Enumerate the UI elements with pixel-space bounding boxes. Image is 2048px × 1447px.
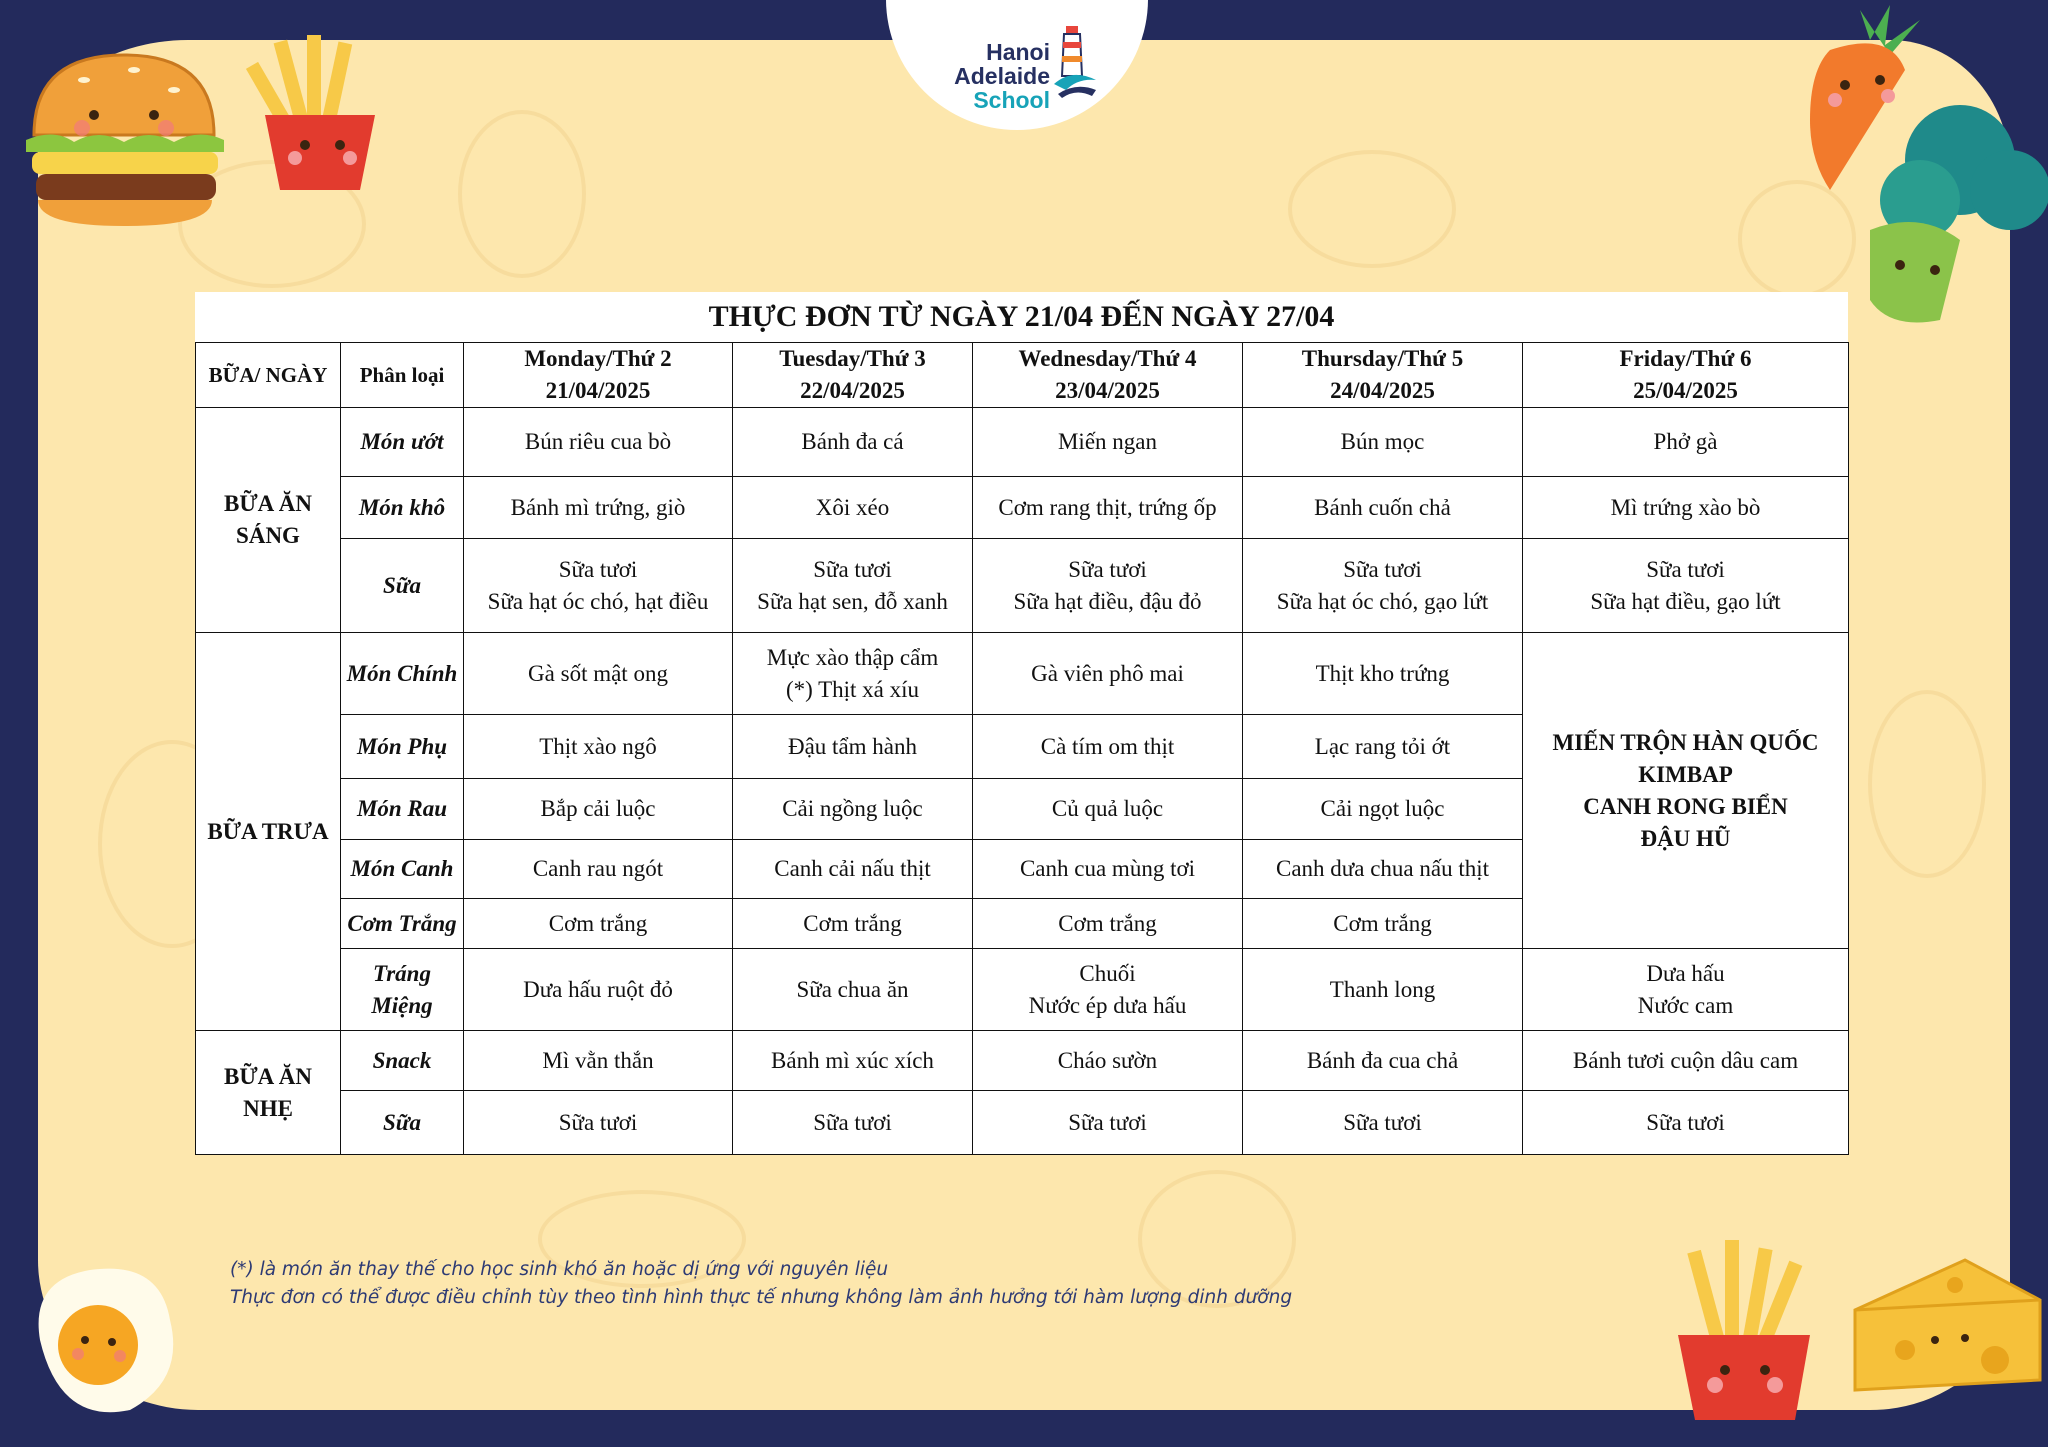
menu-cell-line: CANH RONG BIỂN: [1583, 793, 1788, 819]
menu-cell: [1523, 539, 1849, 633]
menu-cell-line: ĐẬU HŨ: [1640, 825, 1731, 851]
day-date: 23/04/2025: [1055, 378, 1160, 403]
day-name: Tuesday/Thứ 3: [779, 346, 926, 371]
table-row: [196, 1091, 1849, 1155]
fries-icon: [1660, 1230, 1830, 1430]
burger-icon: [14, 40, 234, 230]
menu-cell-line: Sữa hạt óc chó, hạt điều: [487, 588, 709, 614]
menu-cell-line: Chuối: [1079, 960, 1136, 986]
menu-cell-line: Sữa hạt điều, gạo lứt: [1590, 588, 1781, 614]
menu-cell-line: Sữa hạt óc chó, gạo lứt: [1276, 588, 1489, 614]
menu-cell: [464, 539, 733, 633]
menu-cell: [973, 539, 1243, 633]
menu-cell: Bắp cải luộc: [464, 779, 733, 840]
menu-cell-line: Sữa tươi: [558, 556, 638, 582]
menu-cell-line: Sữa hạt điều, đậu đỏ: [1013, 588, 1202, 614]
day-header-monday: [464, 343, 733, 408]
category-label: Sữa: [341, 1091, 464, 1155]
menu-cell: Bánh đa cua chả: [1243, 1031, 1523, 1091]
category-label: Snack: [341, 1031, 464, 1091]
menu-cell: Cơm rang thịt, trứng ốp: [973, 477, 1243, 539]
table-row: [196, 408, 1849, 477]
menu-cell: [1523, 949, 1849, 1031]
day-date: 24/04/2025: [1330, 378, 1435, 403]
day-date: 21/04/2025: [545, 378, 651, 403]
logo-line-school: School: [973, 87, 1050, 113]
category-label: Món Phụ: [341, 715, 464, 779]
category-label-line: Tráng: [373, 960, 431, 986]
menu-cell: Sữa tươi: [973, 1091, 1243, 1155]
doodle-decoration: [1868, 690, 1986, 878]
menu-cell: Bánh mì xúc xích: [733, 1031, 973, 1091]
table-row: [196, 949, 1849, 1031]
category-column-header: Phân loại: [341, 343, 464, 408]
day-date: 25/04/2025: [1633, 378, 1738, 403]
category-label-line: Miệng: [371, 992, 433, 1018]
category-label: Món Chính: [341, 633, 464, 715]
menu-cell-line: Nước ép dưa hấu: [1028, 992, 1187, 1018]
menu-cell: Củ quả luộc: [973, 779, 1243, 840]
menu-cell: Sữa tươi: [1523, 1091, 1849, 1155]
menu-cell: Bánh cuốn chả: [1243, 477, 1523, 539]
meal-label-snack: BỮA ĂN NHẸ: [196, 1031, 341, 1155]
category-label: [341, 949, 464, 1031]
menu-cell: Thịt kho trứng: [1243, 633, 1523, 715]
menu-cell: Canh cải nấu thịt: [733, 840, 973, 899]
friday-lunch-cell: [1523, 633, 1849, 949]
menu-cell: Dưa hấu ruột đỏ: [464, 949, 733, 1031]
day-date: 22/04/2025: [800, 378, 905, 403]
menu-cell: Cơm trắng: [973, 899, 1243, 949]
doodle-decoration: [1288, 150, 1456, 268]
category-label: Sữa: [341, 539, 464, 633]
menu-cell-line: Dưa hấu: [1646, 960, 1725, 986]
menu-cell-line: (*) Thịt xá xíu: [785, 676, 920, 702]
menu-cell-line: Sữa tươi: [813, 556, 892, 582]
menu-cell: Sữa chua ăn: [733, 949, 973, 1031]
menu-cell: [973, 949, 1243, 1031]
day-header-thursday: [1243, 343, 1523, 408]
menu-cell: Cơm trắng: [464, 899, 733, 949]
table-row: [196, 633, 1849, 715]
menu-cell-line: Sữa tươi: [1646, 556, 1725, 582]
menu-cell: Cà tím om thịt: [973, 715, 1243, 779]
doodle-decoration: [458, 110, 586, 278]
menu-cell: [733, 539, 973, 633]
menu-table-card: [195, 292, 1848, 1154]
fried-egg-icon: [20, 1250, 190, 1430]
menu-cell-line: MIẾN TRỘN HÀN QUỐC: [1552, 729, 1819, 755]
table-row: [196, 1031, 1849, 1091]
meal-label-lunch: BỮA TRƯA: [196, 633, 341, 1031]
category-label: Cơm Trắng: [341, 899, 464, 949]
menu-cell: Xôi xéo: [733, 477, 973, 539]
day-header-friday: [1523, 343, 1849, 408]
menu-cell: [1243, 539, 1523, 633]
menu-cell-line: Sữa tươi: [1068, 556, 1147, 582]
meal-column-header: BỮA/ NGÀY: [196, 343, 341, 408]
category-label: Món ướt: [341, 408, 464, 477]
category-label: Món khô: [341, 477, 464, 539]
menu-cell: Thanh long: [1243, 949, 1523, 1031]
broccoli-icon: [1840, 100, 2048, 330]
fries-icon: [245, 30, 395, 200]
menu-cell: Sữa tươi: [464, 1091, 733, 1155]
menu-cell: Mì trứng xào bò: [1523, 477, 1849, 539]
menu-cell: Gà sốt mật ong: [464, 633, 733, 715]
menu-cell-line: KIMBAP: [1638, 761, 1733, 787]
cheese-icon: [1845, 1250, 2045, 1400]
menu-cell: Bánh mì trứng, giò: [464, 477, 733, 539]
menu-cell: Mì vằn thắn: [464, 1031, 733, 1091]
menu-cell: Miến ngan: [973, 408, 1243, 477]
menu-cell-line: Mực xào thập cẩm: [766, 644, 939, 670]
menu-cell-line: Sữa hạt sen, đỗ xanh: [757, 588, 948, 614]
menu-notes: [230, 1256, 1530, 1312]
menu-cell: Thịt xào ngô: [464, 715, 733, 779]
menu-cell: Bánh tươi cuộn dâu cam: [1523, 1031, 1849, 1091]
weekly-menu-table: [195, 342, 1849, 1155]
menu-cell: Sữa tươi: [1243, 1091, 1523, 1155]
menu-title: THỰC ĐƠN TỪ NGÀY 21/04 ĐẾN NGÀY 27/04: [708, 300, 1335, 333]
menu-cell: Canh rau ngót: [464, 840, 733, 899]
day-name: Thursday/Thứ 5: [1301, 346, 1464, 371]
menu-cell: Gà viên phô mai: [973, 633, 1243, 715]
note-line-substitute: (*) là món ăn thay thế cho học sinh khó ăn hoặc dị ứng với nguyên liệu: [230, 1259, 889, 1280]
menu-cell: Sữa tươi: [733, 1091, 973, 1155]
day-header-tuesday: [733, 343, 973, 408]
menu-cell: Bún riêu cua bò: [464, 408, 733, 477]
category-label: Món Canh: [341, 840, 464, 899]
menu-cell: Phở gà: [1523, 408, 1849, 477]
table-row: [196, 539, 1849, 633]
day-name: Friday/Thứ 6: [1619, 346, 1752, 371]
category-label: Món Rau: [341, 779, 464, 840]
menu-cell: Cải ngồng luộc: [733, 779, 973, 840]
menu-cell: Canh cua mùng tơi: [973, 840, 1243, 899]
menu-cell: Bún mọc: [1243, 408, 1523, 477]
school-logo: [940, 22, 1120, 118]
menu-cell: Cơm trắng: [1243, 899, 1523, 949]
menu-cell-line: Nước cam: [1637, 992, 1734, 1018]
day-name: Wednesday/Thứ 4: [1018, 346, 1197, 371]
menu-cell: Lạc rang tỏi ớt: [1243, 715, 1523, 779]
menu-cell: Bánh đa cá: [733, 408, 973, 477]
note-line-adjustment: Thực đơn có thể được điều chỉnh tùy theo tình hình thực tế nhưng không làm ảnh hưởng tới hàm lượng dinh dưỡng: [230, 1287, 1293, 1308]
logo-line-adelaide: Adelaide: [954, 63, 1050, 89]
menu-cell: Canh dưa chua nấu thịt: [1243, 840, 1523, 899]
menu-cell: Cháo sườn: [973, 1031, 1243, 1091]
table-row: [196, 477, 1849, 539]
header-row: [196, 343, 1849, 408]
day-header-wednesday: [973, 343, 1243, 408]
menu-cell: [733, 633, 973, 715]
menu-cell: Đậu tẩm hành: [733, 715, 973, 779]
day-name: Monday/Thứ 2: [524, 346, 672, 371]
menu-cell: Cơm trắng: [733, 899, 973, 949]
menu-cell-line: Sữa tươi: [1343, 556, 1422, 582]
logo-line-hanoi: Hanoi: [986, 39, 1050, 65]
meal-label-breakfast: BỮA ĂN SÁNG: [196, 408, 341, 633]
menu-cell: Cải ngọt luộc: [1243, 779, 1523, 840]
lighthouse-icon: [1052, 24, 1098, 100]
